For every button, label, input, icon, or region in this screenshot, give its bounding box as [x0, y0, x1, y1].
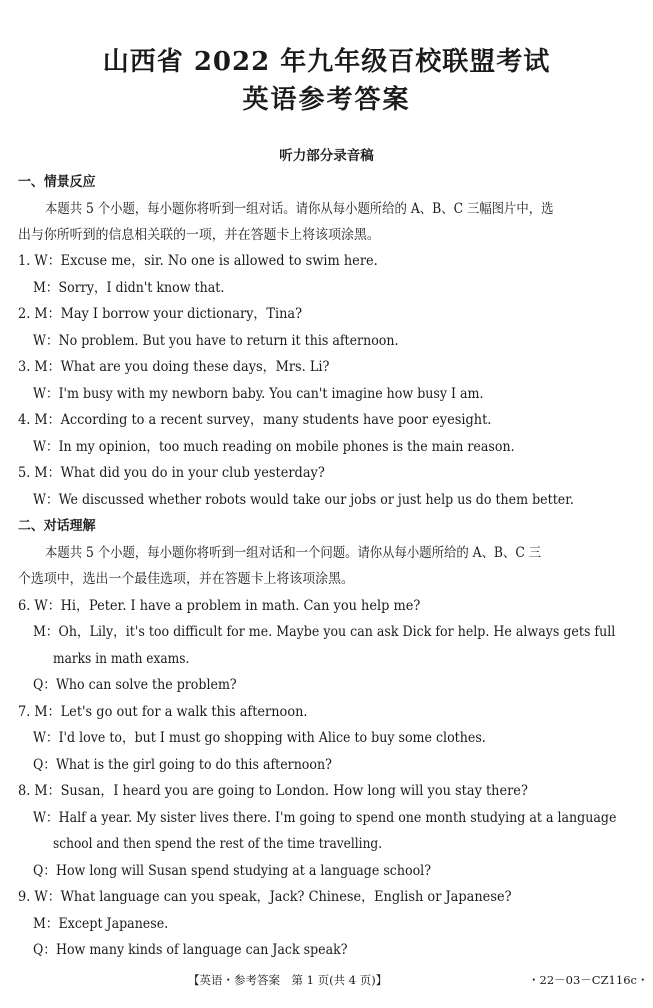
- section-title: 二、对话理解: [18, 518, 96, 534]
- dialogue-line: 9. W：What language can you speak，Jack? Chinese，English or Japanese?: [18, 889, 512, 905]
- dialogue-line: school and then spend the rest of the time travelling.: [53, 836, 383, 852]
- dialogue-line: Q：How long will Susan spend studying at a language school?: [33, 863, 431, 879]
- footer-code: ・22－03－CZ116c・: [528, 973, 649, 987]
- dialogue-line: 1. W：Excuse me，sir. No one is allowed to swim here.: [18, 253, 378, 269]
- dialogue-line: Q：Who can solve the problem?: [33, 677, 237, 693]
- dialogue-line: Q：How many kinds of language can Jack speak?: [33, 942, 348, 958]
- instruction-text: 本题共 5 个小题，每小题你将听到一组对话。请你从每小题所给的 A、B、C 三幅图片中，选: [45, 201, 554, 217]
- dialogue-line: M：Oh，Lily，it's too difficult for me. Maybe you can ask Dick for help. He always gets full: [33, 624, 616, 640]
- dialogue-line: Q：What is the girl going to do this afternoon?: [33, 757, 332, 773]
- instruction-text: 本题共 5 个小题，每小题你将听到一组对话和一个问题。请你从每小题所给的 A、B、C 三: [45, 545, 542, 561]
- dialogue-line: W：We discussed whether robots would take our jobs or just help us do them better.: [33, 492, 574, 508]
- dialogue-line: W：I'd love to，but I must go shopping with Alice to buy some clothes.: [33, 730, 486, 746]
- dialogue-line: 3. M：What are you doing these days，Mrs. Li?: [18, 359, 330, 375]
- dialogue-line: 7. M：Let's go out for a walk this afternoon.: [18, 704, 308, 720]
- footer-page-info: 【英语・参考答案 第 1 页(共 4 页)】: [188, 973, 388, 987]
- dialogue-line: 2. M：May I borrow your dictionary，Tina?: [18, 306, 303, 322]
- dialogue-line: 6. W：Hi，Peter. I have a problem in math. Can you help me?: [18, 598, 421, 614]
- dialogue-line: 8. M：Susan，I heard you are going to London. How long will you stay there?: [18, 783, 528, 799]
- dialogue-line: W：No problem. But you have to return it this afternoon.: [33, 333, 399, 349]
- document-title: 山西省 2022 年九年级百校联盟考试: [102, 47, 551, 77]
- instruction-text: 个选项中，选出一个最佳选项，并在答题卡上将该项涂黑。: [18, 571, 354, 587]
- dialogue-line: 5. M：What did you do in your club yesterday?: [18, 465, 325, 481]
- dialogue-line: W：Half a year. My sister lives there. I'm going to spend one month studying at a language: [33, 810, 617, 826]
- section-title: 一、情景反应: [18, 174, 96, 190]
- dialogue-line: M：Except Japanese.: [33, 916, 169, 932]
- dialogue-line: marks in math exams.: [53, 651, 190, 667]
- document-subtitle: 英语参考答案: [242, 85, 411, 115]
- instruction-text: 出与你所听到的信息相关联的一项，并在答题卡上将该项涂黑。: [18, 227, 380, 243]
- section-heading: 听力部分录音稿: [279, 148, 374, 164]
- dialogue-line: 4. M：According to a recent survey，many students have poor eyesight.: [18, 412, 492, 428]
- dialogue-line: M：Sorry，I didn't know that.: [33, 280, 225, 296]
- dialogue-line: W：In my opinion，too much reading on mobile phones is the main reason.: [33, 439, 515, 455]
- dialogue-line: W：I'm busy with my newborn baby. You can't imagine how busy I am.: [33, 386, 484, 402]
